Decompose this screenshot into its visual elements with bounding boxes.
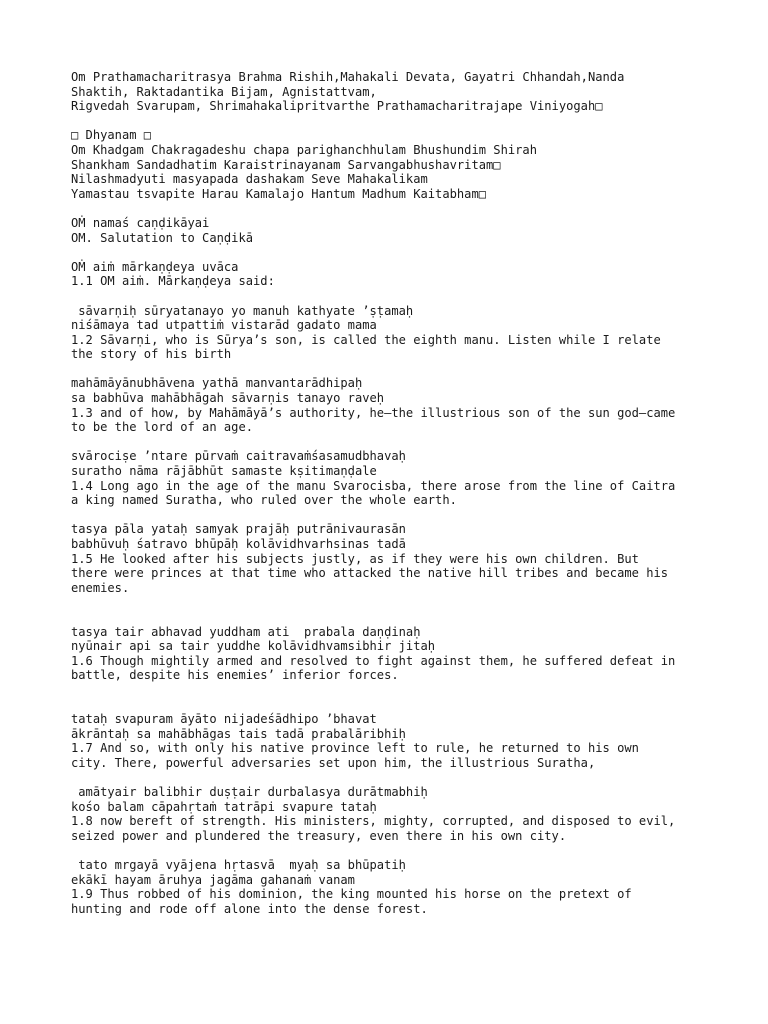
text-line: 1.2 Sāvarṇi, who is Sūrya’s son, is called the eighth manu. Listen while I relate — [71, 332, 661, 347]
text-line: 1.3 and of how, by Mahāmāyā’s authority, he—the illustrious son of the sun god—came — [71, 405, 676, 420]
text-line: Shankham Sandadhatim Karaistrinayanam Sarvangabhushavritam□ — [71, 157, 501, 172]
text-line: to be the lord of an age. — [71, 420, 254, 435]
text-line: city. There, powerful adversaries set upon him, the illustrious Suratha, — [71, 755, 596, 770]
verse-block — [71, 858, 711, 916]
text-line: Yamastau tsvapite Harau Kamalajo Hantum Madhum Kaitabham□ — [71, 186, 487, 201]
verse-block — [71, 522, 711, 595]
text-line: 1.9 Thus robbed of his dominion, the king mounted his horse on the pretext of — [71, 887, 632, 902]
text-line: kośo balam cāpahṛtaṁ tatrāpi svapure tataḥ — [71, 799, 377, 814]
text-line: there were princes at that time who attacked the native hill tribes and became his — [71, 566, 669, 581]
text-line: Om Prathamacharitrasya Brahma Rishih,Mahakali Devata, Gayatri Chhandah,Nanda — [71, 70, 625, 84]
text-line: sa babhūva mahābhāgah sāvarṇis tanayo raveḥ — [71, 391, 385, 406]
text-line: ākrāntaḥ sa mahābhāgas tais tadā prabalāribhiḥ — [71, 726, 406, 741]
verse-block — [71, 712, 711, 770]
text-line: niśāmaya tad utpattiṁ vistarād gadato mama — [71, 318, 377, 333]
text-line: sāvarṇiḥ sūryatanayo yo manuh kathyate ’ṣṭamaḥ — [71, 303, 414, 318]
text-line: Om Khadgam Chakragadeshu chapa parighanchhulam Bhushundim Shirah — [71, 142, 537, 157]
text-line: Rigvedah Svarupam, Shrimahakalipritvarthe Prathamacharitrajape Viniyogah□ — [71, 99, 603, 114]
text-line: Nilashmadyuti masyapada dashakam Seve Mahakalikam — [71, 172, 428, 187]
text-line: 1.1 OM aiṁ. Mārkaṇḍeya said: — [71, 274, 275, 289]
text-line: svārociṣe ’ntare pūrvaṁ caitravaṁśasamudbhavaḥ — [71, 449, 406, 464]
verse-block — [71, 260, 711, 289]
verse-block — [71, 449, 711, 507]
text-line: OṀ aiṁ mārkaṇḍeya uvāca — [71, 259, 239, 274]
verse-block — [71, 304, 711, 362]
text-line: OṀ namaś caṇḍikāyai — [71, 215, 210, 230]
verse-block — [71, 70, 711, 114]
text-line: a king named Suratha, who ruled over the whole earth. — [71, 493, 457, 508]
text-line: □ Dhyanam □ — [71, 128, 152, 143]
verse-block — [71, 625, 711, 683]
text-line: 1.5 He looked after his subjects justly, as if they were his own children. But — [71, 551, 639, 566]
text-line: tasya pāla yataḥ samyak prajāḥ putrānivaurasān — [71, 522, 406, 537]
verse-block — [71, 785, 711, 843]
verse-block — [71, 376, 711, 434]
text-line: tataḥ svapuram āyāto nijadeśādhipo ’bhavat — [71, 712, 377, 727]
text-line: mahāmāyānubhāvena yathā manvantarādhipaḥ — [71, 376, 363, 391]
text-line: babhūvuḥ śatravo bhūpāḥ kolāvidhvarhsinas tadā — [71, 537, 406, 551]
document-page — [71, 70, 711, 931]
text-line: enemies. — [71, 580, 130, 595]
text-line: the story of his birth — [71, 347, 232, 362]
text-line: 1.8 now bereft of strength. His ministers, mighty, corrupted, and disposed to evil, — [71, 814, 676, 829]
verse-block — [71, 128, 711, 201]
verse-block — [71, 216, 711, 245]
text-line: hunting and rode off alone into the dense forest. — [71, 901, 428, 916]
text-line: tato mrgayā vyājena hṛtasvā myaḥ sa bhūpatiḥ — [71, 858, 406, 873]
text-line: tasya tair abhavad yuddham ati prabala daṇḍinaḥ — [71, 624, 421, 639]
text-line: amātyair balibhir duṣṭair durbalasya durātmabhiḥ — [71, 785, 428, 800]
text-line: 1.4 Long ago in the age of the manu Svarocisba, there arose from the line of Caitra — [71, 478, 676, 493]
text-line: 1.7 And so, with only his native province left to rule, he returned to his own — [71, 741, 639, 756]
text-line: suratho nāma rājābhūt samaste kṣitimaṇḍale — [71, 464, 377, 479]
text-line: OM. Salutation to Caṇḍikā — [71, 230, 254, 245]
text-line: seized power and plundered the treasury, even there in his own city. — [71, 828, 567, 843]
text-line: nyūnair api sa tair yuddhe kolāvidhvamsibhir jitaḥ — [71, 639, 436, 654]
text-line: ekākī hayam āruhya jagāma gahanaṁ vanam — [71, 872, 355, 887]
text-line: 1.6 Though mightily armed and resolved to fight against them, he suffered defeat in — [71, 653, 676, 668]
text-line: battle, despite his enemies’ inferior forces. — [71, 668, 399, 683]
text-line: Shaktih, Raktadantika Bijam, Agnistattvam, — [71, 84, 377, 99]
